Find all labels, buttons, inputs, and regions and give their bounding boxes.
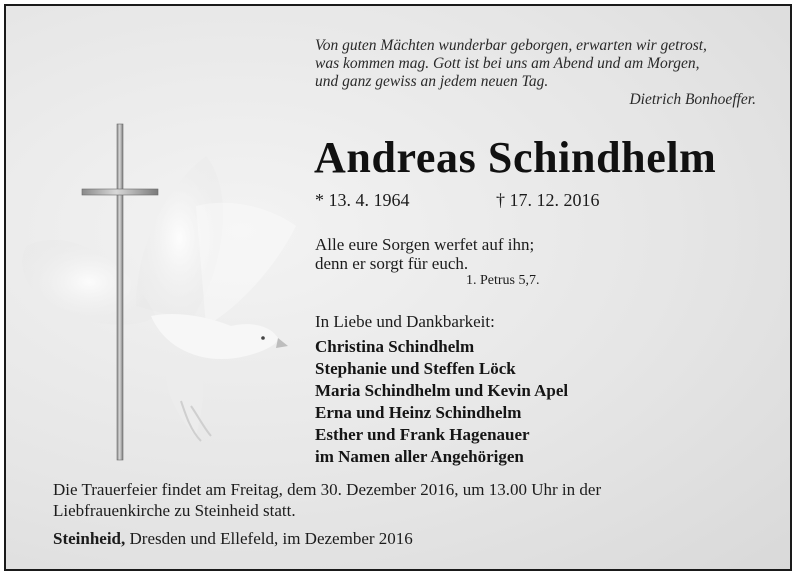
mourner-entry: Maria Schindhelm und Kevin Apel — [315, 381, 569, 400]
deceased-name: Andreas Schindhelm — [314, 133, 717, 182]
service-line: Die Trauerfeier findet am Freitag, dem 30. Dezember 2016, um 13.00 Uhr in der — [53, 480, 602, 499]
mourners-list — [315, 336, 568, 468]
verse-line: Alle eure Sorgen werfet auf ihn; — [315, 235, 535, 254]
quote-line: und ganz gewiss an jedem neuen Tag. — [315, 73, 549, 90]
obituary-notice — [4, 4, 792, 571]
gratitude-heading: In Liebe und Dankbarkeit: — [315, 312, 495, 331]
mourner-entry: Stephanie und Steffen Löck — [315, 359, 516, 378]
place-town: Steinheid, — [53, 529, 126, 548]
death-date: † 17. 12. 2016 — [496, 190, 600, 210]
verse-reference: 1. Petrus 5,7. — [466, 273, 540, 288]
funeral-service-info — [53, 479, 753, 521]
bonhoeffer-quote — [315, 37, 755, 91]
mourner-entry: Christina Schindhelm — [315, 337, 475, 356]
mourner-entry: Esther und Frank Hagenauer — [315, 425, 530, 444]
quote-line: Von guten Mächten wunderbar geborgen, erwarten wir getrost, — [315, 37, 707, 54]
verse-line: denn er sorgt für euch. — [315, 254, 469, 273]
quote-author: Dietrich Bonhoeffer. — [629, 91, 756, 108]
mourner-entry: Erna und Heinz Schindhelm — [315, 403, 522, 422]
bible-verse — [315, 235, 615, 273]
cross-and-dove-illustration — [16, 116, 316, 466]
birth-date: * 13. 4. 1964 — [315, 190, 410, 210]
quote-line: was kommen mag. Gott ist bei uns am Abend und am Morgen, — [315, 55, 700, 72]
mourner-entry: im Namen aller Angehörigen — [315, 447, 524, 466]
service-line: Liebfrauenkirche zu Steinheid statt. — [53, 501, 296, 520]
place-rest: Dresden und Ellefeld, im Dezember 2016 — [125, 529, 413, 548]
place-and-date — [53, 529, 413, 549]
dove-icon — [22, 156, 296, 441]
